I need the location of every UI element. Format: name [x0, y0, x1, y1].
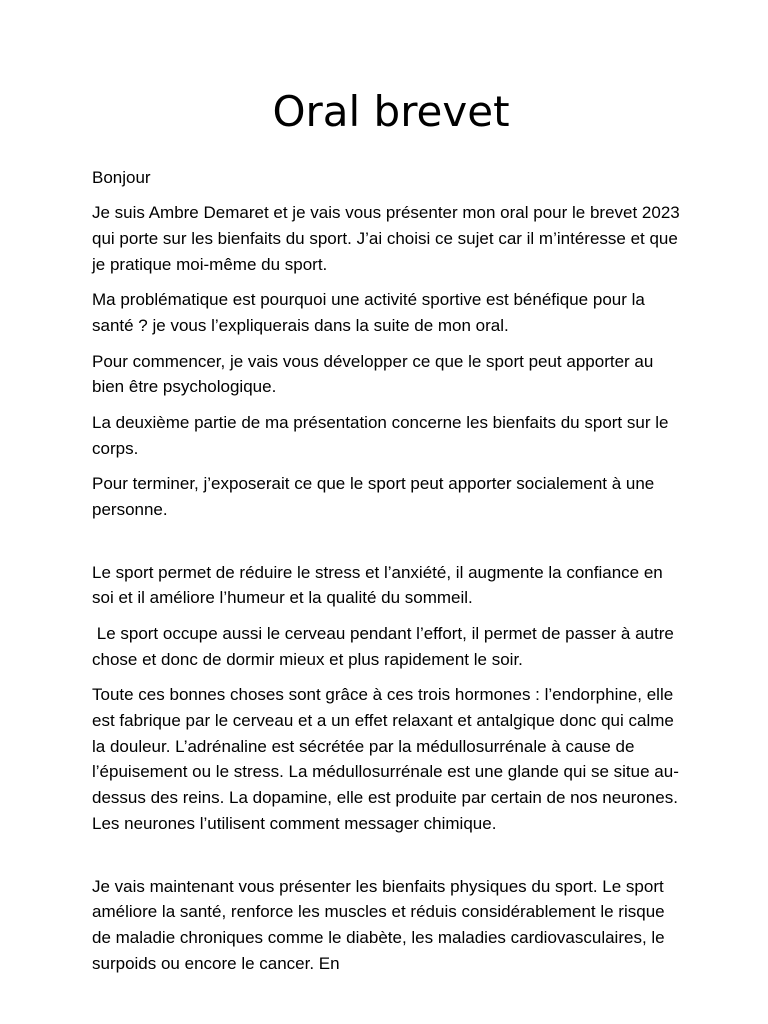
paragraph-plan-part-1: Pour commencer, je vais vous développer ce que le sport peut apporter au bien être psychologique.	[92, 351, 659, 397]
document-body	[92, 165, 685, 986]
paragraph-problematique: Ma problématique est pourquoi une activité sportive est bénéfique pour la santé ? je vous l’expliquerais dans la suite de mon oral.	[92, 290, 650, 336]
paragraph-stress: Le sport permet de réduire le stress et l’anxiété, il augmente la confiance en soi et il améliore l’humeur et la qualité du sommeil.	[92, 562, 668, 608]
paragraph-introduction: Je suis Ambre Demaret et je vais vous présenter mon oral pour le brevet 2023 qui porte sur les bienfaits du sport. J’ai choisi ce sujet car il m’intéresse et que je pratique moi-même du sport.	[92, 203, 685, 274]
paragraph-bienfaits-physiques: Je vais maintenant vous présenter les bienfaits physiques du sport. Le sport améliore la santé, renforce les muscles et réduis considérablement le risque de maladie chroniques comme le diabète, les maladies cardiovasculaires, le surpoids ou encore le cancer. En	[92, 876, 670, 974]
paragraph-hormones: Toute ces bonnes choses sont grâce à ces trois hormones : l’endorphine, elle est fabrique par le cerveau et a un effet relaxant et antalgique donc qui calme la douleur. L’adrénaline est sécrétée par la médullosurrénale à cause de l’épuisement ou le stress. La médullosurrénale est une glande qui se situe au-dessus des reins. La dopamine, elle est produite par certain de nos neurones. Les neurones l’utilisent comment messager chimique.	[92, 684, 683, 833]
paragraph-plan-part-2: La deuxième partie de ma présentation concerne les bienfaits du sport sur le corps.	[92, 412, 674, 458]
paragraph-greeting: Bonjour	[92, 168, 151, 187]
paragraph-cerveau: Le sport occupe aussi le cerveau pendant l’effort, il permet de passer à autre chose et donc de dormir mieux et plus rapidement le soir.	[92, 623, 679, 669]
paragraph-plan-part-3: Pour terminer, j’exposerait ce que le sport peut apporter socialement à une personne.	[92, 473, 659, 519]
document-title: Oral brevet	[272, 87, 510, 136]
